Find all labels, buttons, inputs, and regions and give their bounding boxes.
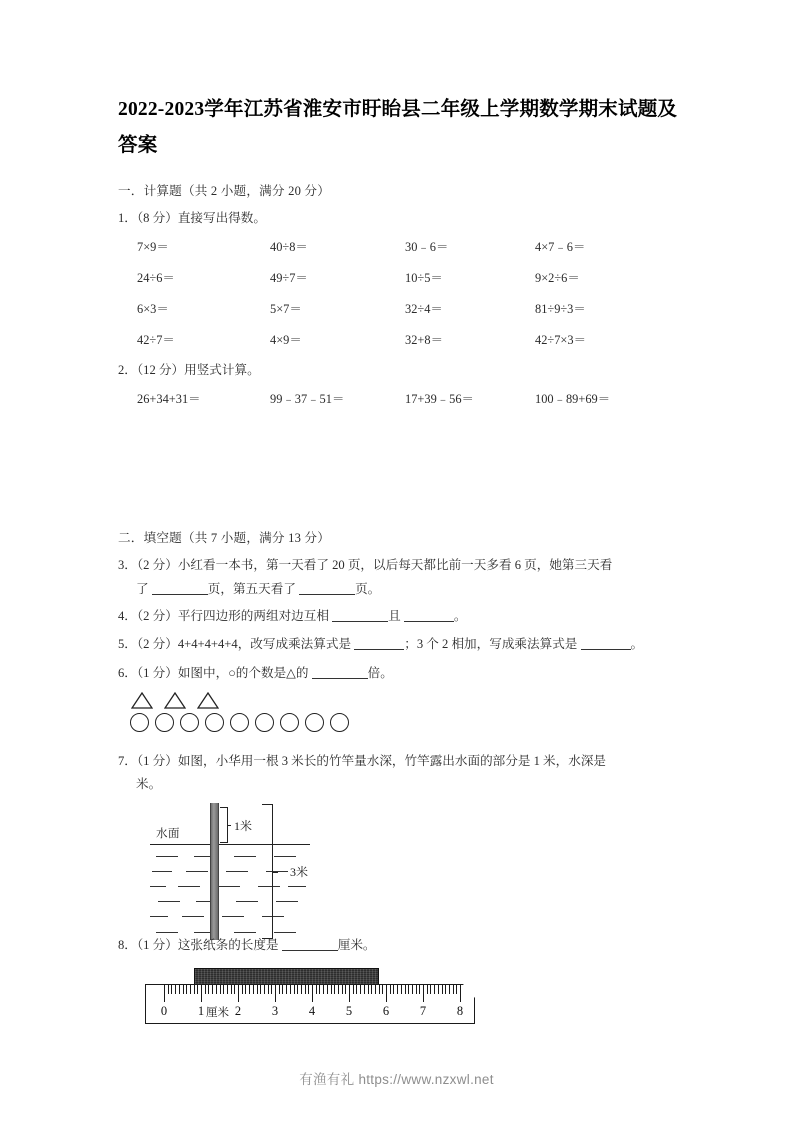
calc-item: 4×7﹣6＝ [535,240,586,254]
triangle-row [130,692,349,709]
calc-item: 24÷6＝ [137,271,175,285]
question-6-figure [130,692,349,732]
answer-blank[interactable] [282,938,338,951]
answer-blank[interactable] [299,582,355,595]
calc-item: 10÷5＝ [405,271,443,285]
above-water-length-label: 1米 [234,819,253,833]
circle-icon [230,713,249,732]
calc-item: 42÷7×3＝ [535,333,586,347]
question-6-text-a: 6．（1 分）如图中，○的个数是△的 [118,666,309,680]
ruler-number: 2 [234,1004,242,1018]
ruler-number: 4 [308,1004,316,1018]
circle-icon [280,713,299,732]
calc-item: 81÷9÷3＝ [535,302,586,316]
calc-item: 30﹣6＝ [405,240,449,254]
question-3-line-1: 3．（2 分）小红看一本书，第一天看了 20 页，以后每天都比前一天多看 6 页，她第三天看 [118,558,613,572]
calc-row [137,330,697,361]
calc-item: 6×3＝ [137,302,169,316]
page-title: 2022-2023学年江苏省淮安市盱眙县二年级上学期数学期末试题及答案 [118,99,678,156]
water-surface-label: 水面 [156,828,180,840]
answer-blank[interactable] [312,666,368,679]
footer-watermark: 有渔有礼 https://www.nzxwl.net [299,1072,494,1087]
calc-item: 42÷7＝ [137,333,175,347]
question-6-text-b: 倍。 [367,666,393,680]
pole-length-bracket [262,804,273,939]
ruler [145,984,475,1024]
question-3-line-2 [136,580,380,599]
question-3-text-b: 页，第五天看了 [207,582,296,596]
question-5 [118,635,643,654]
circle-icon [205,713,224,732]
question-5-text-c: 。 [630,637,644,651]
calc-item: 100﹣89+69＝ [535,392,611,406]
calc-row [137,389,697,420]
question-7-line-1: 7．（1 分）如图，小华用一根 3 米长的竹竿量水深，竹竿露出水面的部分是 1 米，水深是 [118,754,607,768]
ruler-number: 8 [456,1004,464,1018]
calc-row [137,268,697,299]
paper-strip [194,968,379,985]
calc-row [137,299,697,330]
question-1-prompt: 1．（8 分）直接写出得数。 [118,211,266,225]
ruler-number: 6 [382,1004,390,1018]
bamboo-pole [210,803,219,940]
question-5-text-a: 5．（2 分）4+4+4+4+4，改写成乘法算式是 [118,637,352,651]
question-8 [118,936,376,955]
calc-item: 32÷4＝ [405,302,443,316]
calc-row [137,237,697,268]
question-3-text-a: 了 [136,582,149,596]
triangle-icon [131,692,153,709]
ruler-number: 7 [419,1004,427,1018]
ruler-unit-label: 厘米 [206,1007,229,1019]
section-heading-1: 一．计算题（共 2 小题，满分 20 分） [118,184,330,198]
answer-blank[interactable] [332,609,388,622]
calc-item: 49÷7＝ [270,271,308,285]
answer-blank[interactable] [581,637,631,650]
water-waves [150,852,308,940]
calc-item: 99﹣37﹣51＝ [270,392,345,406]
question-3-text-c: 页。 [355,582,381,596]
calc-item: 4×9＝ [270,333,302,347]
question-8-text-b: 厘米。 [337,938,376,952]
question-2-grid [137,389,697,420]
question-8-text-a: 8．（1 分）这张纸条的长度是 [118,938,279,952]
circle-icon [255,713,274,732]
calc-item: 32+8＝ [405,333,443,347]
calc-item: 26+34+31＝ [137,392,201,406]
question-6 [118,664,393,683]
question-2-prompt: 2．（12 分）用竖式计算。 [118,363,260,377]
question-8-figure [145,968,495,1040]
water-surface-line [150,844,310,845]
ruler-number: 1 [197,1004,205,1018]
pole-length-label: 3米 [290,865,309,879]
circle-icon [155,713,174,732]
calc-item: 7×9＝ [137,240,169,254]
question-1-grid [137,237,697,361]
calc-item: 5×7＝ [270,302,302,316]
circle-icon [330,713,349,732]
calc-item: 9×2÷6＝ [535,271,580,285]
ruler-number: 0 [160,1004,168,1018]
answer-blank[interactable] [152,582,208,595]
circle-icon [130,713,149,732]
ruler-number: 5 [345,1004,353,1018]
answer-blank[interactable] [404,609,454,622]
triangle-icon [197,692,219,709]
question-5-text-b: ；3 个 2 相加，写成乘法算式是 [404,637,578,651]
circle-row [130,713,349,732]
circle-icon [180,713,199,732]
question-4-text-a: 4．（2 分）平行四边形的两组对边互相 [118,609,329,623]
circle-icon [305,713,324,732]
section-heading-2: 二．填空题（共 7 小题，满分 13 分） [118,531,330,545]
triangle-icon [164,692,186,709]
question-4 [118,607,466,626]
calc-item: 40÷8＝ [270,240,308,254]
question-4-text-c: 。 [453,609,467,623]
question-7-line-2: 米。 [136,777,162,791]
answer-blank[interactable] [354,637,404,650]
question-7-figure [150,803,370,943]
question-4-text-b: 且 [388,609,401,623]
ruler-number: 3 [271,1004,279,1018]
calc-item: 17+39﹣56＝ [405,392,474,406]
above-water-bracket [220,807,228,843]
